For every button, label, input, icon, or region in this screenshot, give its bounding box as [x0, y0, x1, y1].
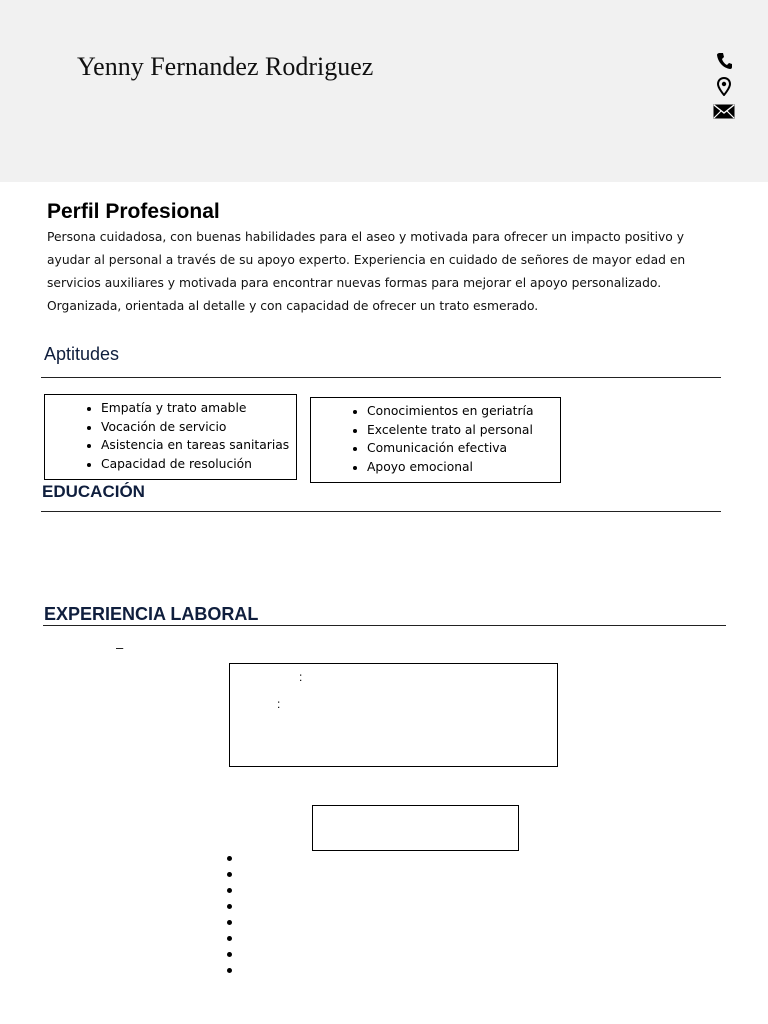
- envelope-icon: [712, 104, 736, 119]
- profile-summary: Persona cuidadosa, con buenas habilidades para el aseo y motivada para ofrecer un impacto positivo y ayudar al personal a través de su apoyo experto. Experiencia en cuidado de señores de mayor edad en servicios auxiliares y motivada para encontrar nuevas formas para mejorar el apoyo personalizado. Organizada, orientada al detalle y con capacidad de ofrecer un trato esmerado.: [47, 230, 686, 313]
- skill-item: • Apoyo emocional: [367, 458, 560, 477]
- skill-item: • Vocación de servicio: [101, 418, 296, 437]
- colon-mark: :: [277, 697, 281, 711]
- skill-item: • Comunicación efectiva: [367, 439, 560, 458]
- experience-heading: EXPERIENCIA LABORAL: [44, 604, 259, 624]
- location-pin-icon: [712, 77, 736, 96]
- skills-box-left: [44, 394, 297, 480]
- skill-item: • Asistencia en tareas sanitarias: [101, 436, 296, 455]
- education-heading: EDUCACIÓN: [42, 482, 145, 501]
- colon-mark: :: [299, 670, 303, 684]
- experience-details-box: [229, 663, 558, 767]
- header-banner: [0, 0, 768, 182]
- skills-box-right: [310, 397, 561, 483]
- education-divider: [41, 511, 721, 512]
- aptitudes-heading: Aptitudes: [44, 344, 120, 364]
- skill-item: • Empatía y trato amable: [101, 399, 296, 418]
- phone-icon: [712, 52, 736, 70]
- aptitudes-divider: [41, 377, 721, 378]
- candidate-name: Yenny Fernandez Rodriguez: [77, 52, 374, 81]
- profile-heading: Perfil Profesional: [47, 200, 220, 223]
- skill-item: • Excelente trato al personal: [367, 421, 560, 440]
- skill-item: • Capacidad de resolución: [101, 455, 296, 474]
- experience-title-box: [312, 805, 519, 851]
- experience-divider: [43, 625, 726, 626]
- dash-mark: –: [116, 640, 124, 655]
- skill-item: • Conocimientos en geriatría: [367, 402, 560, 421]
